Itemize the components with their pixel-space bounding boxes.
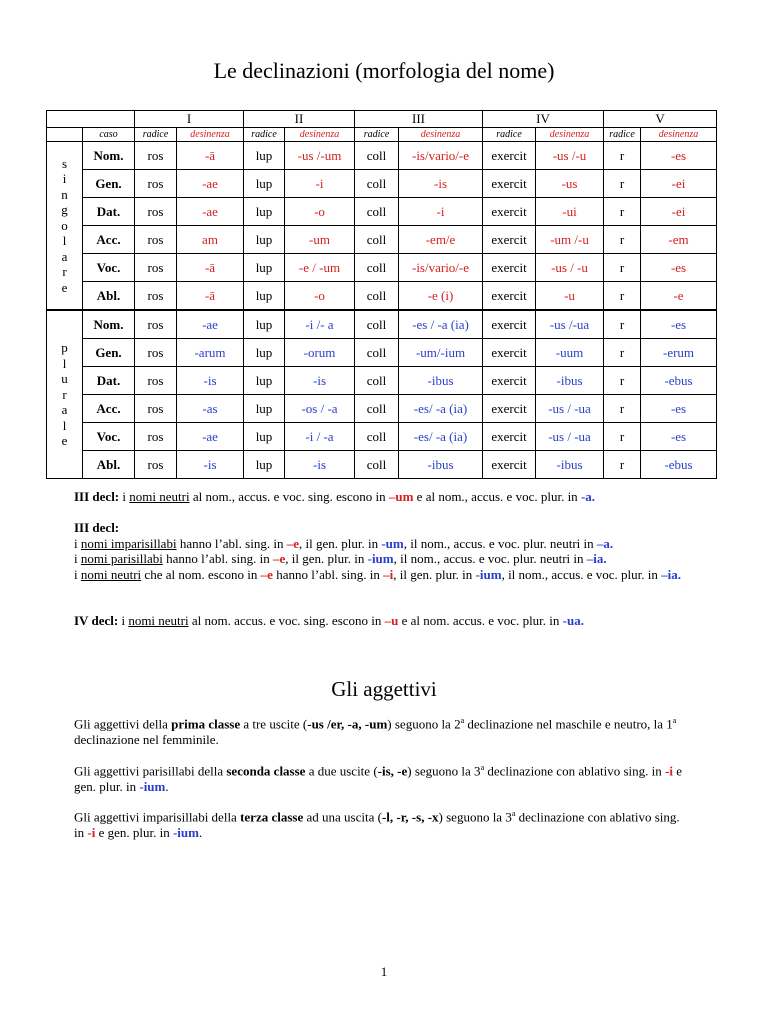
root-cell: exercit <box>483 367 536 395</box>
ending-cell: -ae <box>177 310 244 339</box>
root-cell: ros <box>135 142 177 170</box>
subheader-empty-cell <box>47 128 83 142</box>
vertical-letter: r <box>62 386 67 402</box>
case-name: Gen. <box>83 339 135 367</box>
vertical-letter: n <box>61 186 68 202</box>
vertical-letter: s <box>61 155 68 171</box>
ending-cell: -e / -um <box>285 254 355 282</box>
root-cell: r <box>604 282 641 311</box>
root-cell: r <box>604 451 641 479</box>
ending-cell: -us / -ua <box>536 423 604 451</box>
root-cell: exercit <box>483 282 536 311</box>
ending-cell: -is <box>285 367 355 395</box>
root-cell: lup <box>244 423 285 451</box>
root-cell: lup <box>244 282 285 311</box>
note-iv-decl-neutri: IV decl: i nomi neutri al nom. accus. e voc. sing. escono in –u e al nom. accus. e voc. plur. in -ua. <box>74 613 584 628</box>
root-cell: coll <box>355 282 399 311</box>
ending-cell: -us / -ua <box>536 395 604 423</box>
root-cell: ros <box>135 310 177 339</box>
ending-cell: -es <box>641 254 717 282</box>
paragraph-terza-classe: Gli aggettivi imparisillabi della terza classe ad una uscita (-l, -r, -s, -x) seguono la 3$^a$ declinazione con ablativo sing. in -i e gen. plur. in -ium. <box>74 809 680 840</box>
ending-cell: -ibus <box>399 451 483 479</box>
ending-cell: -ae <box>177 423 244 451</box>
root-cell: ros <box>135 282 177 311</box>
ending-cell: -es <box>641 142 717 170</box>
table-row-singolare <box>47 198 717 226</box>
ending-cell: -ebus <box>641 451 717 479</box>
root-cell: r <box>604 226 641 254</box>
root-cell: coll <box>355 170 399 198</box>
table-subheader-row <box>47 128 717 142</box>
declension-header: IV <box>483 111 604 128</box>
ending-cell: -us /-ua <box>536 310 604 339</box>
root-cell: r <box>604 367 641 395</box>
subheader-desinenza: desinenza <box>399 128 483 142</box>
vertical-letter: a <box>61 402 68 418</box>
declension-header: I <box>135 111 244 128</box>
case-name: Gen. <box>83 170 135 198</box>
ending-cell: -ui <box>536 198 604 226</box>
table-row-plurale <box>47 310 717 339</box>
root-cell: ros <box>135 254 177 282</box>
table-row-plurale <box>47 339 717 367</box>
root-cell: coll <box>355 310 399 339</box>
subheader-desinenza: desinenza <box>641 128 717 142</box>
root-cell: r <box>604 423 641 451</box>
vertical-letter: l <box>62 355 67 371</box>
ending-cell: -es/ -a (ia) <box>399 395 483 423</box>
case-name: Nom. <box>83 142 135 170</box>
root-cell: ros <box>135 339 177 367</box>
root-cell: lup <box>244 310 285 339</box>
table-row-plurale <box>47 423 717 451</box>
table-row-singolare <box>47 142 717 170</box>
vertical-letter: l <box>62 233 67 249</box>
ending-cell: -um /-u <box>536 226 604 254</box>
vertical-letter: e <box>61 279 68 295</box>
root-cell: lup <box>244 339 285 367</box>
singolare-label <box>47 142 83 311</box>
ending-cell: -em <box>641 226 717 254</box>
root-cell: coll <box>355 451 399 479</box>
ending-cell: -ae <box>177 170 244 198</box>
ending-cell: -us /-um <box>285 142 355 170</box>
ending-cell: -ei <box>641 198 717 226</box>
note-iii-decl-neutri: III decl: i nomi neutri al nom., accus. e voc. sing. escono in –um e al nom., accus. e voc. plur. in -a. <box>74 489 596 504</box>
subheader-desinenza: desinenza <box>536 128 604 142</box>
declension-header: II <box>244 111 355 128</box>
header-empty-cell <box>47 111 135 128</box>
ending-cell: -uum <box>536 339 604 367</box>
ending-cell: -as <box>177 395 244 423</box>
case-name: Voc. <box>83 254 135 282</box>
subheader-desinenza: desinenza <box>177 128 244 142</box>
ending-cell: -i <box>399 198 483 226</box>
root-cell: r <box>604 395 641 423</box>
subheader-radice: radice <box>135 128 177 142</box>
root-cell: coll <box>355 254 399 282</box>
root-cell: lup <box>244 198 285 226</box>
ending-cell: -is <box>177 367 244 395</box>
root-cell: coll <box>355 367 399 395</box>
ending-cell: -es <box>641 423 717 451</box>
table-row-plurale <box>47 367 717 395</box>
vertical-letter: r <box>62 264 67 280</box>
paragraph-prima-classe: Gli aggettivi della prima classe a tre uscite (-us /er, -a, -um) seguono la 2$^a$ declinazione nel maschile e neutro, la 1$^a$ declinazione nel femminile. <box>74 716 677 747</box>
declension-header: III <box>355 111 483 128</box>
declension-table <box>46 110 717 479</box>
case-name: Abl. <box>83 451 135 479</box>
subheader-radice: radice <box>604 128 641 142</box>
paragraph-seconda-classe: Gli aggettivi parisillabi della seconda classe a due uscite (-is, -e) seguono la 3$^a$ declinazione con ablativo sing. in -i e gen. plur. in -ium. <box>74 763 682 794</box>
root-cell: lup <box>244 170 285 198</box>
ending-cell: -ebus <box>641 367 717 395</box>
ending-cell: -o <box>285 282 355 311</box>
root-cell: exercit <box>483 395 536 423</box>
root-cell: exercit <box>483 142 536 170</box>
subheader-desinenza: desinenza <box>285 128 355 142</box>
root-cell: exercit <box>483 226 536 254</box>
root-cell: lup <box>244 142 285 170</box>
table-row-singolare <box>47 282 717 311</box>
vertical-letter: g <box>61 202 68 218</box>
ending-cell: -us <box>536 170 604 198</box>
root-cell: coll <box>355 198 399 226</box>
plurale-vertical-text <box>47 340 82 449</box>
root-cell: ros <box>135 451 177 479</box>
root-cell: ros <box>135 198 177 226</box>
ending-cell: -os / -a <box>285 395 355 423</box>
root-cell: r <box>604 310 641 339</box>
root-cell: ros <box>135 226 177 254</box>
subheader-radice: radice <box>244 128 285 142</box>
ending-cell: -orum <box>285 339 355 367</box>
root-cell: r <box>604 170 641 198</box>
vertical-letter: i <box>62 171 67 187</box>
ending-cell: -ei <box>641 170 717 198</box>
case-name: Voc. <box>83 423 135 451</box>
ending-cell: -i <box>285 170 355 198</box>
vertical-letter: l <box>62 417 67 433</box>
ending-cell: -erum <box>641 339 717 367</box>
root-cell: coll <box>355 423 399 451</box>
ending-cell: -i /- a <box>285 310 355 339</box>
root-cell: ros <box>135 170 177 198</box>
ending-cell: -is <box>399 170 483 198</box>
root-cell: r <box>604 339 641 367</box>
case-name: Acc. <box>83 226 135 254</box>
vertical-letter: p <box>61 340 68 356</box>
subheader-radice: radice <box>355 128 399 142</box>
root-cell: exercit <box>483 254 536 282</box>
root-cell: lup <box>244 395 285 423</box>
ending-cell: -ibus <box>399 367 483 395</box>
ending-cell: -es <box>641 310 717 339</box>
ending-cell: -arum <box>177 339 244 367</box>
root-cell: coll <box>355 339 399 367</box>
ending-cell: -es / -a (ia) <box>399 310 483 339</box>
ending-cell: -es <box>641 395 717 423</box>
root-cell: exercit <box>483 423 536 451</box>
root-cell: exercit <box>483 198 536 226</box>
ending-cell: -i / -a <box>285 423 355 451</box>
plurale-label <box>47 310 83 479</box>
ending-cell: -ā <box>177 282 244 311</box>
case-name: Abl. <box>83 282 135 311</box>
root-cell: r <box>604 142 641 170</box>
declension-header: V <box>604 111 717 128</box>
root-cell: coll <box>355 226 399 254</box>
ending-cell: -us / -u <box>536 254 604 282</box>
ending-cell: -ā <box>177 254 244 282</box>
page-title: Le declinazioni (morfologia del nome) <box>213 58 555 83</box>
root-cell: r <box>604 254 641 282</box>
vertical-letter: e <box>61 433 68 449</box>
table-header-row <box>47 111 717 128</box>
ending-cell: -is/vario/-e <box>399 254 483 282</box>
page-number: 1 <box>380 964 388 979</box>
root-cell: r <box>604 198 641 226</box>
ending-cell: -um/-ium <box>399 339 483 367</box>
case-name: Acc. <box>83 395 135 423</box>
table-row-plurale <box>47 395 717 423</box>
ending-cell: -us /-u <box>536 142 604 170</box>
case-name: Dat. <box>83 198 135 226</box>
ending-cell: -is <box>177 451 244 479</box>
case-name: Dat. <box>83 367 135 395</box>
root-cell: lup <box>244 254 285 282</box>
root-cell: lup <box>244 451 285 479</box>
vertical-letter: o <box>61 217 68 233</box>
ending-cell: -e <box>641 282 717 311</box>
ending-cell: -ibus <box>536 367 604 395</box>
ending-cell: -ibus <box>536 451 604 479</box>
root-cell: exercit <box>483 451 536 479</box>
ending-cell: -ae <box>177 198 244 226</box>
ending-cell: am <box>177 226 244 254</box>
root-cell: exercit <box>483 339 536 367</box>
vertical-letter: u <box>61 371 68 387</box>
table-row-plurale <box>47 451 717 479</box>
table-row-singolare <box>47 226 717 254</box>
ending-cell: -ā <box>177 142 244 170</box>
ending-cell: -es/ -a (ia) <box>399 423 483 451</box>
table-row-singolare <box>47 170 717 198</box>
ending-cell: -u <box>536 282 604 311</box>
root-cell: lup <box>244 226 285 254</box>
section-title-aggettivi: Gli aggettivi <box>331 677 437 701</box>
root-cell: ros <box>135 423 177 451</box>
ending-cell: -is <box>285 451 355 479</box>
root-cell: lup <box>244 367 285 395</box>
root-cell: exercit <box>483 170 536 198</box>
root-cell: coll <box>355 395 399 423</box>
subheader-caso: caso <box>83 128 135 142</box>
subheader-radice: radice <box>483 128 536 142</box>
ending-cell: -is/vario/-e <box>399 142 483 170</box>
ending-cell: -e (i) <box>399 282 483 311</box>
singolare-vertical-text <box>47 156 82 296</box>
ending-cell: -em/e <box>399 226 483 254</box>
root-cell: ros <box>135 395 177 423</box>
note-iii-decl-rules: III decl: i nomi imparisillabi hanno l’abl. sing. in –e, il gen. plur. in -um, il nom., accus. e voc. plur. neutri in –a. i nomi parisillabi hanno l’abl. sing. in –e, il gen. plur. in -ium, il nom., accus. e voc. plur. neutri in –ia. i nomi neutri che al nom. escono in –e hanno l’abl. sing. in –i, il gen. plur. in -ium, il nom., accus. e voc. plur. in –ia. <box>74 520 682 582</box>
root-cell: exercit <box>483 310 536 339</box>
root-cell: coll <box>355 142 399 170</box>
root-cell: ros <box>135 367 177 395</box>
ending-cell: -o <box>285 198 355 226</box>
vertical-letter: a <box>61 248 68 264</box>
table-row-singolare <box>47 254 717 282</box>
case-name: Nom. <box>83 310 135 339</box>
ending-cell: -um <box>285 226 355 254</box>
